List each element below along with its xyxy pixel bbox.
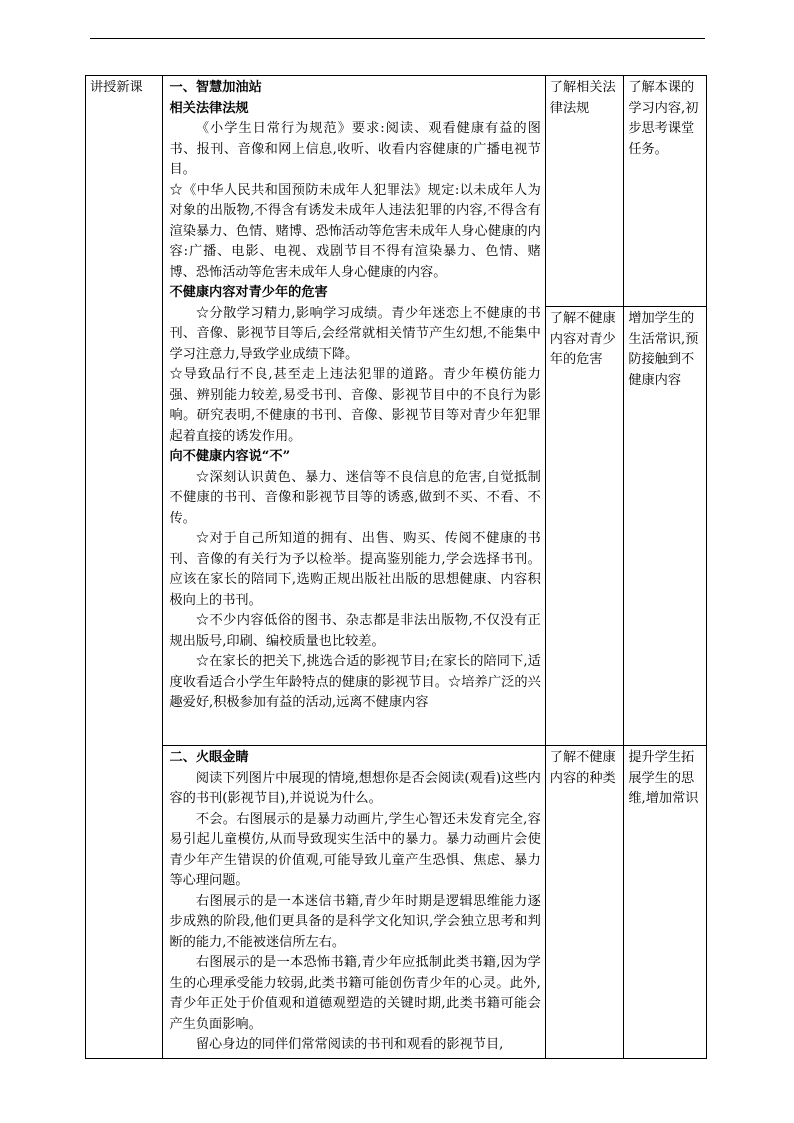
table-row-section2 <box>86 746 707 1059</box>
intent-cell-section2 <box>624 746 707 1059</box>
law-paragraph-1: 《小学生日常行为规范》要求:阅读、观看健康有益的图书、报刊、音像和网上信息,收听、收看内容健康的广播电视节目。 <box>169 121 541 177</box>
content-cell-section2 <box>163 746 545 1059</box>
say-no-title: 向不健康内容说“不” <box>169 449 291 464</box>
intent-laws: 了解本课的学习内容,初步思考课堂任务。 <box>628 80 699 157</box>
intent-cell-harm <box>624 307 707 746</box>
section2-paragraph-4: 右图展示的是一本恐怖书籍,青少年应抵制此类书籍,因为学生的心理承受能力较弱,此类书籍可能创伤青少年的心灵。此外,青少年正处于价值观和道德观塑造的关键时期,此类书籍可能会产生负面影响。 <box>169 955 541 1032</box>
section2-paragraph-3: 右图展示的是一本迷信书籍,青少年时期是逻辑思维能力逐步成熟的阶段,他们更具备的是科学文化知识,学会独立思考和判断的能力,不能被迷信所左右。 <box>169 893 541 950</box>
harm-title: 不健康内容对青少年的危害 <box>169 285 328 300</box>
section2-paragraph-2: 不会。右图展示的是暴力动画片,学生心智还未发育完全,容易引起儿童模仿,从而导致现实生活中的暴力。暴力动画片会使青少年产生错误的价值观,可能导致儿童产生恐惧、焦虑、暴力等心理问题。 <box>169 811 541 888</box>
stage-label: 讲授新课 <box>90 80 143 95</box>
goal-cell-laws <box>545 76 624 307</box>
harm-paragraph-1: ☆分散学习精力,影响学习成绩。青少年迷恋上不健康的书刊、音像、影视节目等后,会经常就相关情节产生幻想,不能集中学习注意力,导致学业成绩下降。 <box>169 305 541 362</box>
say-no-paragraph-4: ☆在家长的把关下,挑选合适的影视节目;在家长的陪同下,适度收看适合小学生年龄特点的健康的影视节目。☆培养广泛的兴趣爱好,积极参加有益的活动,远离不健康内容 <box>169 654 541 710</box>
law-paragraph-2: ☆《中华人民共和国预防未成年人犯罪法》规定:以未成年人为对象的出版物,不得含有诱发未成年人违法犯罪的内容,不得含有渲染暴力、色情、赌博、恐怖活动等危害未成年人身心健康的内容:广播、电影、电视、戏剧节目不得有渲染暴力、色情、赌博、恐怖活动等危害未成年人身心健康的内容。 <box>169 182 541 280</box>
section2-paragraph-5: 留心身边的同伴们常常阅读的书刊和观看的影视节目, <box>195 1037 504 1052</box>
lesson-plan-table <box>85 75 707 1059</box>
goal-cell-harm <box>545 307 624 746</box>
intent-harm: 增加学生的生活常识,预防接触到不健康内容 <box>628 311 699 388</box>
say-no-paragraph-3: ☆不少内容低俗的图书、杂志都是非法出版物,不仅没有正规出版号,印刷、编校质量也比较差。 <box>169 613 541 649</box>
say-no-paragraph-2: ☆对于自己所知道的拥有、出售、购买、传阅不健康的书刊、音像的有关行为予以检举。提高鉴别能力,学会选择书刊。应该在家长的陪同下,选购正规出版社出版的思想健康、内容积极向上的书刊。 <box>169 531 541 608</box>
goal-cell-section2 <box>545 746 624 1059</box>
stage-cell <box>86 76 163 1059</box>
goal-harm: 了解不健康内容对青少年的危害 <box>549 311 616 367</box>
section2-paragraph-1: 阅读下列图片中展现的情境,想想你是否会阅读(观看)这些内容的书刊(影视节目),并说说为什么。 <box>169 770 541 806</box>
content-cell-section1 <box>163 76 545 746</box>
table-row-laws <box>86 76 707 307</box>
goal-laws: 了解相关法律法规 <box>549 80 616 116</box>
intent-section2: 提升学生拓展学生的思维,增加常识 <box>628 750 699 806</box>
section2-heading: 二、火眼金睛 <box>169 750 249 765</box>
section1-heading: 一、智慧加油站 <box>169 80 262 95</box>
intent-cell-laws <box>624 76 707 307</box>
goal-section2: 了解不健康内容的种类 <box>549 750 616 786</box>
harm-paragraph-2: ☆导致品行不良,甚至走上违法犯罪的道路。青少年模仿能力强、辨别能力较差,易受书刊、音像、影视节目中的不良行为影响。研究表明,不健康的书刊、音像、影视节目等对青少年犯罪起着直接的诱发作用。 <box>169 367 541 444</box>
say-no-paragraph-1: ☆深刻认识黄色、暴力、迷信等不良信息的危害,自觉抵制不健康的书刊、音像和影视节目等的诱惑,做到不买、不看、不传。 <box>169 469 541 526</box>
header-rule <box>90 38 705 39</box>
law-title: 相关法律法规 <box>169 100 249 116</box>
